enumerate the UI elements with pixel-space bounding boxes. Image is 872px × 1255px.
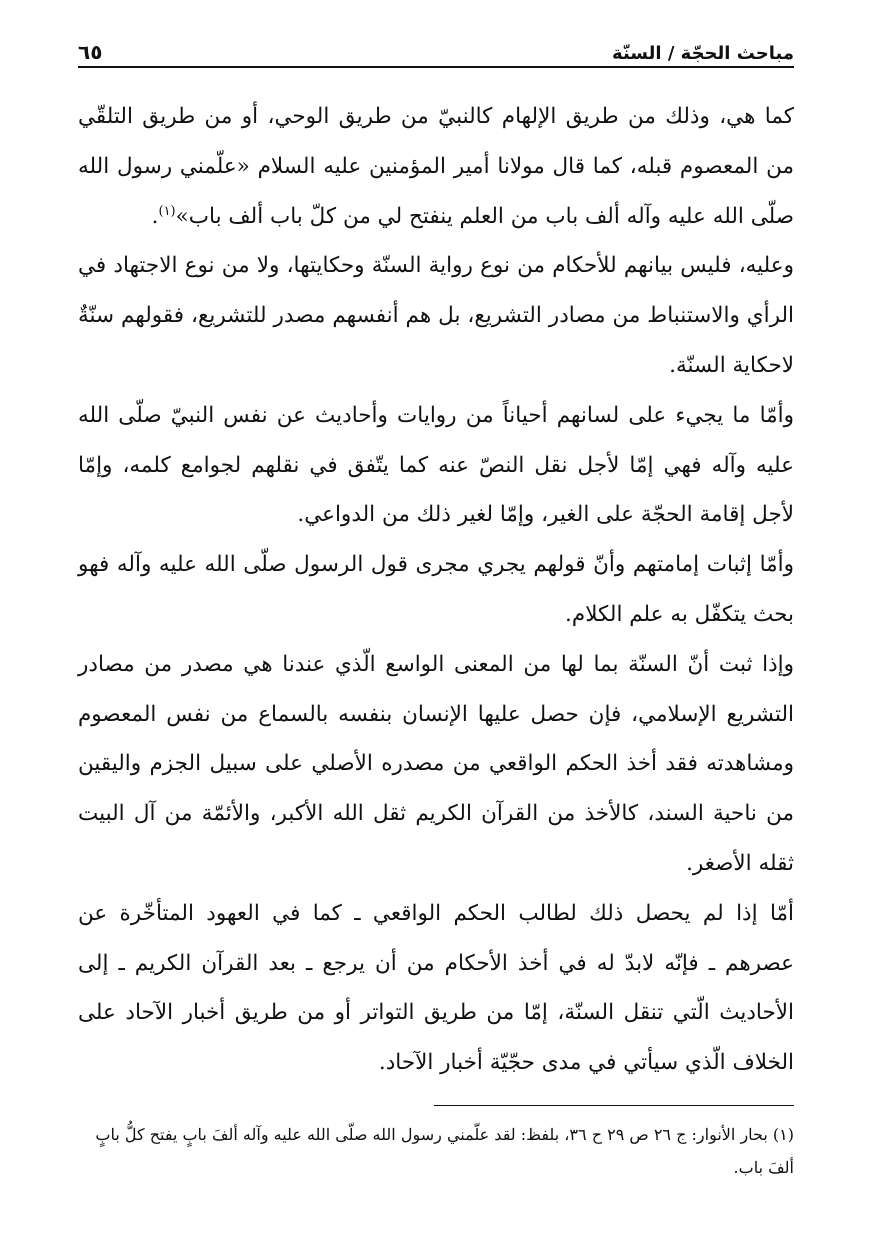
footnote-1: (١) بحار الأنوار: ج ٢٦ ص ٢٩ ح ٣٦، بلفظ: لقد علّمني رسول الله صلّى الله عليه وآله ألفَ بابٍ يفتح كلُّ بابٍ ألفَ باب. (95, 1125, 794, 1177)
paragraph-5: وإذا ثبت أنّ السنّة بما لها من المعنى الواسع الّذي عندنا هي مصدر من مصادر التشريع الإسلامي، فإن حصل عليها الإنسان بنفسه بالسماع من نفس المعصوم ومشاهدته فقد أخذ الحكم الواقعي من مصدره الأصلي على سبيل الجزم واليقين من ناحية السند، كالأخذ من القرآن الكريم ثقل الله الأكبر، والأئمّة من آل البيت ثقله الأصغر. (78, 651, 794, 876)
paragraph-1-text: كما هي، وذلك من طريق الإلهام كالنبيّ من طريق الوحي، أو من طريق التلقّي من المعصوم قبله، كما قال مولانا أمير المؤمنين عليه السلام «علّمني رسول الله صلّى الله عليه وآله ألف باب من العلم ينفتح لي من كلّ باب ألف باب» (78, 104, 794, 229)
paragraph-2: وعليه، فليس بيانهم للأحكام من نوع رواية السنّة وحكايتها، ولا من نوع الاجتهاد في الرأي والاستنباط من مصادر التشريع، بل هم أنفسهم مصدر للتشريع، فقولهم سنّةٌ لاحكاية السنّة. (78, 253, 794, 378)
header-divider (78, 66, 794, 68)
paragraph-1 (78, 92, 794, 241)
footnote-section (78, 1118, 794, 1184)
paragraph-4: وأمّا إثبات إمامتهم وأنّ قولهم يجري مجرى قول الرسول صلّى الله عليه وآله فهو بحث يتكفّل به علم الكلام. (78, 552, 794, 627)
paragraph-1-end: . (151, 203, 159, 229)
running-header (78, 30, 794, 64)
footnote-reference[interactable]: (١) (158, 203, 176, 219)
paragraph-3: وأمّا ما يجيء على لسانهم أحياناً من روايات وأحاديث عن نفس النبيّ صلّى الله عليه وآله فهي إمّا لأجل نقل النصّ عنه كما يتّفق في نقلهم لجوامع كلمه، وإمّا لأجل إقامة الحجّة على الغير، وإمّا لغير ذلك من الدواعي. (78, 402, 794, 528)
footnote-divider (434, 1105, 794, 1106)
main-text (78, 92, 794, 1088)
paragraph-6: أمّا إذا لم يحصل ذلك لطالب الحكم الواقعي ـ كما في العهود المتأخّرة عن عصرهم ـ فإنّه لابدّ له في أخذ الأحكام من أن يرجع ـ بعد القرآن الكريم ـ إلى الأحاديث الّتي تنقل السنّة، إمّا من طريق التواتر أو من طريق أخبار الآحاد على الخلاف الّذي سيأتي في مدى حجّيّة أخبار الآحاد. (78, 900, 794, 1076)
page-number: ٦٥ (78, 40, 103, 64)
running-title: مباحث الحجّة / السنّة (612, 43, 794, 64)
